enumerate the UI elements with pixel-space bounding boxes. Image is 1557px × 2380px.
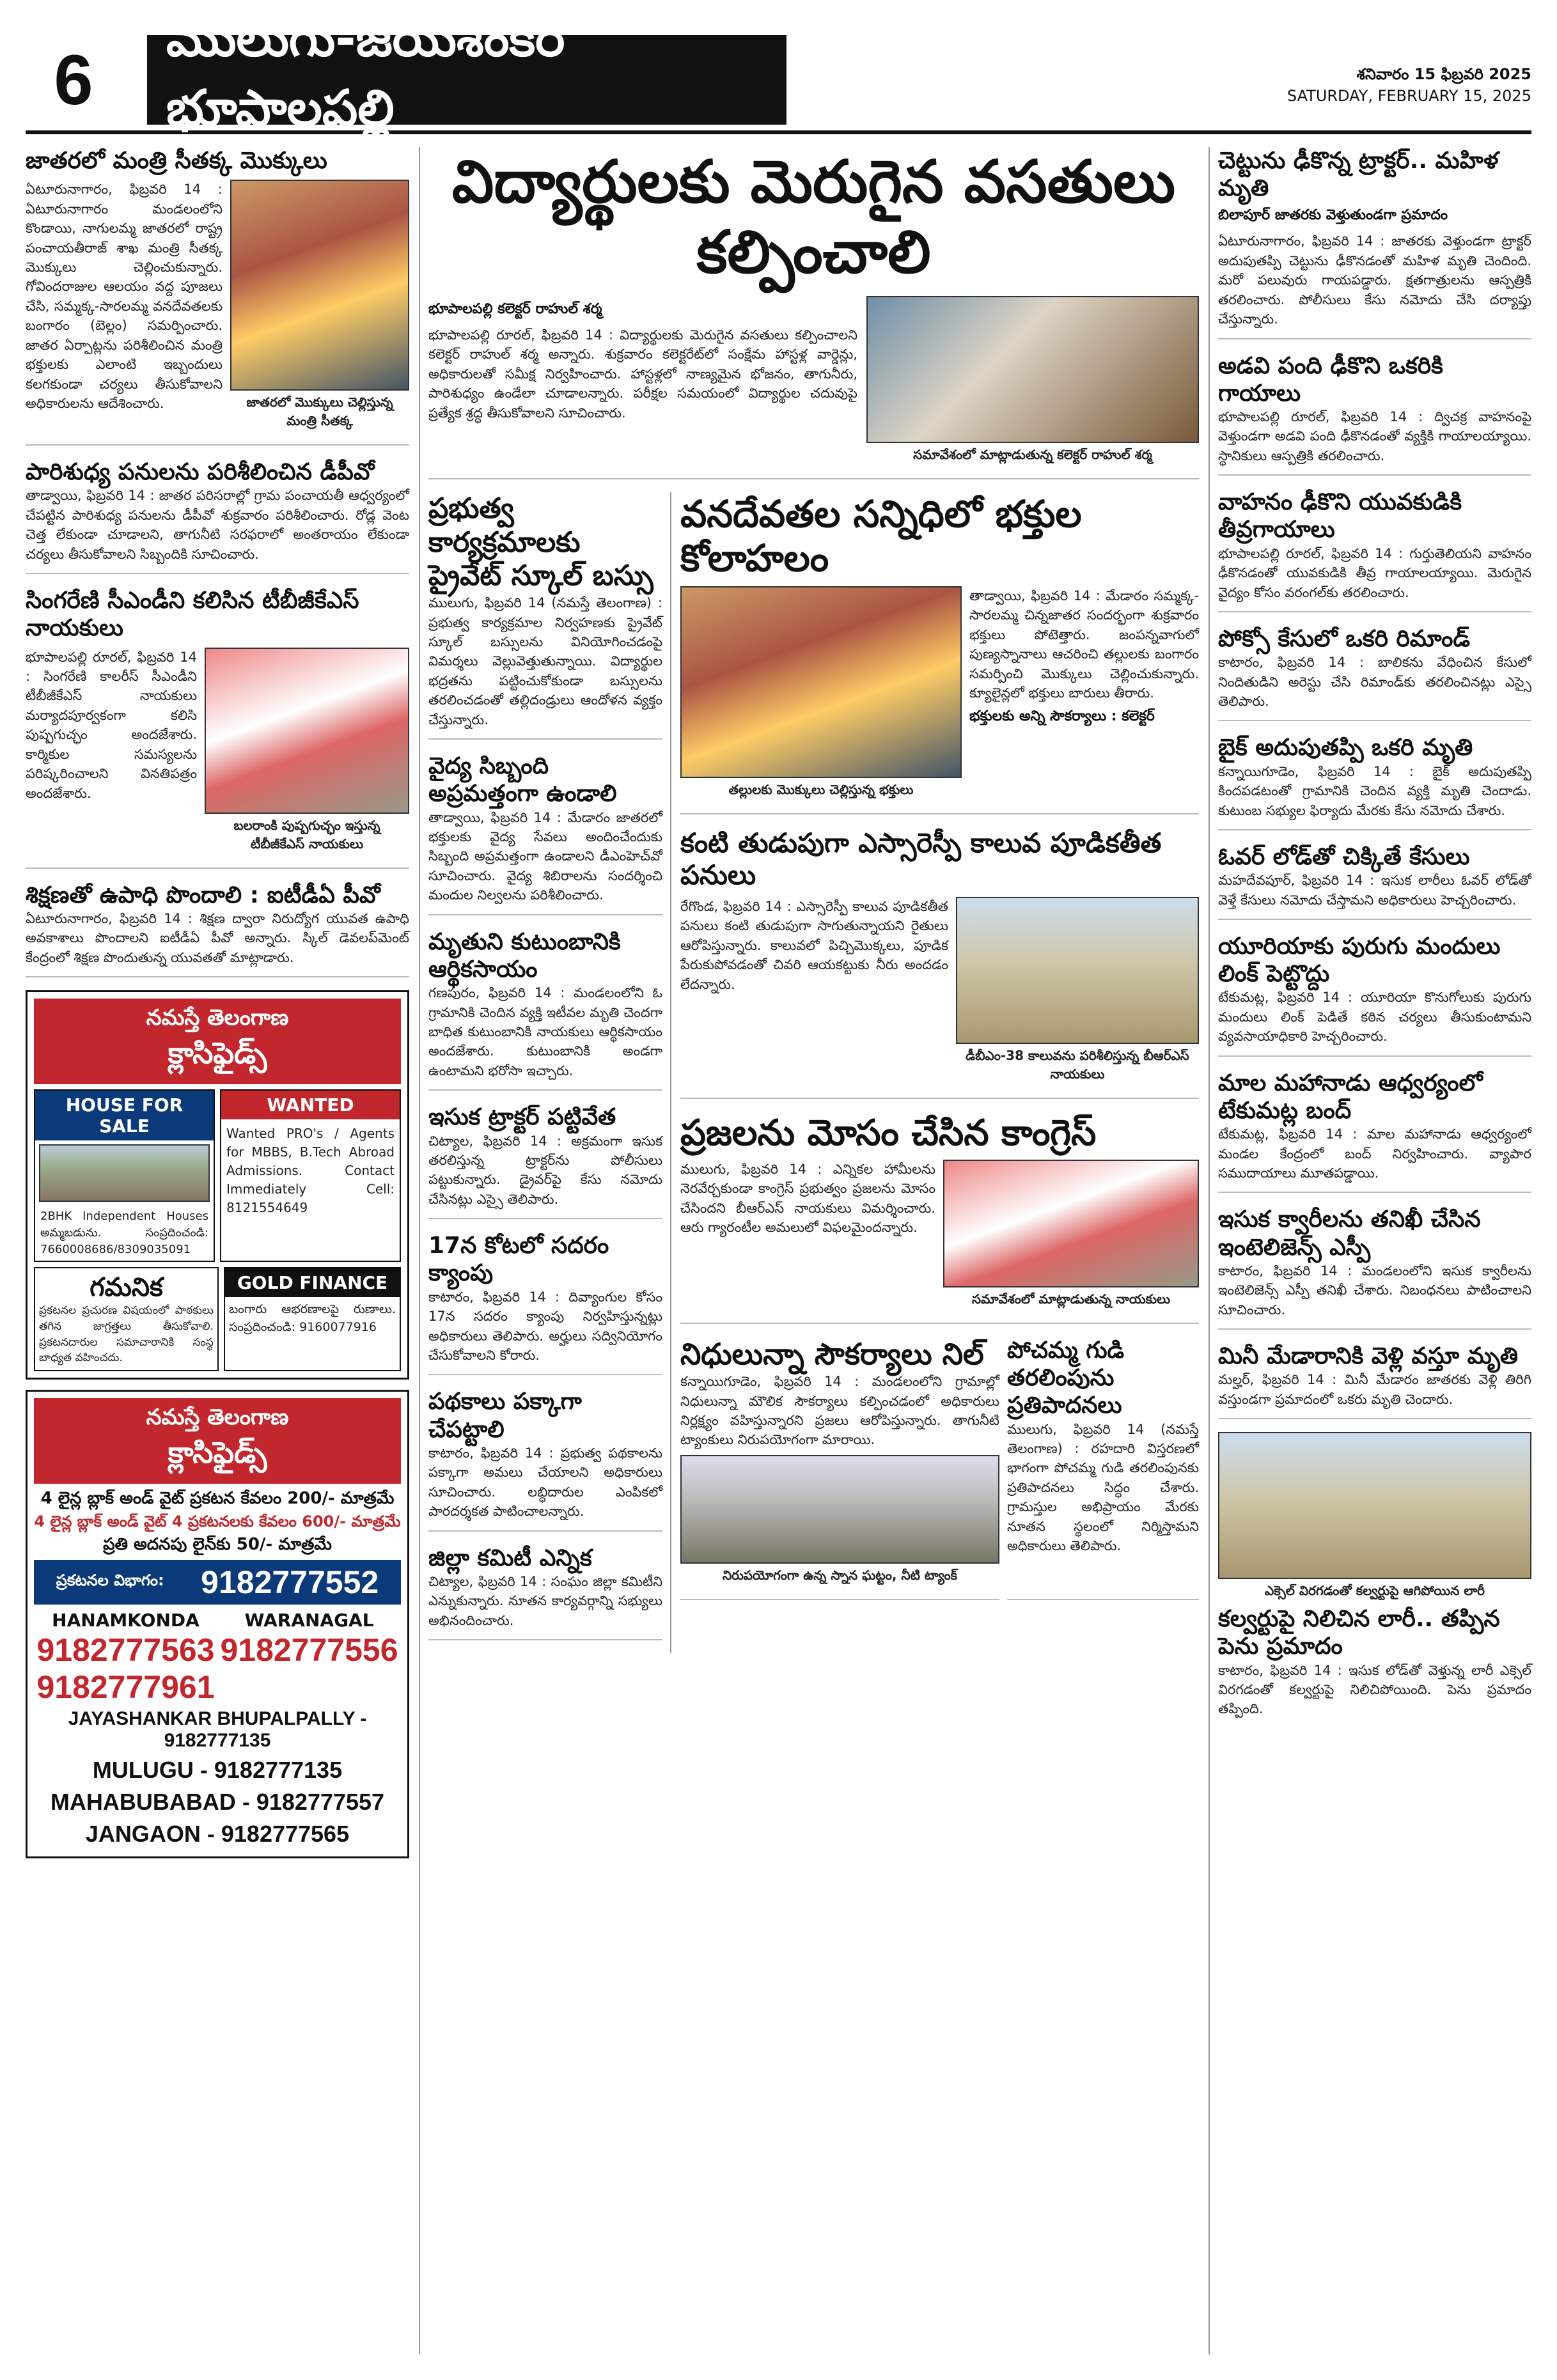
headline: యూరియాకు పురుగు మందులు లింక్ పెట్టొద్దు <box>1218 933 1501 988</box>
article <box>428 752 662 915</box>
article-photo <box>943 1160 1199 1287</box>
article <box>26 147 409 446</box>
wanted-ad-text: Wanted PRO's / Agents for MBBS, B.Tech Abroad Admissions. Contact Immediately Cell: 8121554649 <box>226 1126 395 1215</box>
wanted-label: WANTED <box>221 1091 400 1119</box>
date-english: SATURDAY, FEBRUARY 15, 2025 <box>1287 86 1531 105</box>
article-body: ములుగు, ఫిబ్రవరి 14 (నమస్తే తెలంగాణ) : రహదారి విస్తరణలో భాగంగా పోచమ్మ గుడి తరలింపునకు ప్రతిపాదనలు సిద్ధం చేశారు. గ్రామస్తుల అభిప్రాయం మేరకు నూతన స్థలంలో నిర్మిస్తామని అధికారులు తెలిపారు. <box>1007 1421 1199 1554</box>
center-stories <box>680 492 1199 1653</box>
headline: 17న కోటలో సదరం క్యాంపు <box>428 1233 609 1287</box>
article <box>680 1337 999 1600</box>
photo-caption: తల్లులకు మొక్కులు చెల్లిస్తున్న భక్తులు <box>728 781 914 797</box>
article <box>1007 1337 1199 1600</box>
city-phone: 9182777556 <box>220 1631 398 1668</box>
city-label: HANAMKONDA <box>52 1610 200 1631</box>
headline: బైక్ అదుపుతప్పి ఒకరి మృతి <box>1218 735 1473 761</box>
lead-byline: భూపాలపల్లి కలెక్టర్ రాహుల్ శర్మ <box>428 300 602 317</box>
photo-caption: నిరుపయోగంగా ఉన్న స్నాన ఘట్టం, నీటి ట్యాంక్ <box>722 1567 958 1583</box>
headline: వాహనం ఢీకొని యువకుడికి తీవ్రగాయాలు <box>1218 489 1462 543</box>
subheadline: బిలాపూర్ జాతరకు వెళ్తుతుండగా ప్రమాదం <box>1218 207 1448 224</box>
headline: పథకాలు పక్కాగా చేపట్టాలి <box>428 1388 582 1443</box>
article-body: చిట్యాల, ఫిబ్రవరి 14 : సంఘం జిల్లా కమిటీని ఎన్నుకున్నారు. నూతన కార్యవర్గాన్ని సభ్యులు అభినందించారు. <box>428 1573 662 1628</box>
headline: పోచమ్మ గుడి తరలింపును ప్రతిపాదనలు <box>1007 1337 1125 1419</box>
offer-line: 4 లైన్ల బ్లాక్ అండ్ వైట్ ప్రకటన కేవలం 200/- మాత్రమే <box>40 1488 395 1508</box>
article-body: రేగొండ, ఫిబ్రవరి 14 : ఎస్సారెస్పీ కాలువ పూడికతీత పనులు కంటి తుడుపుగా సాగుతున్నాయని రైతులు ఆరోపిస్తున్నారు. కాలువలో పిచ్చిమొక్కలు, పూడిక పేరుకుపోవడంతో చివరి ఆయకట్టుకు నీరు అందడం లేదన్నారు. <box>680 898 948 992</box>
city-phone: 9182777563 <box>36 1631 215 1668</box>
article-photo <box>956 897 1199 1044</box>
article-photo <box>680 586 962 778</box>
headline: వైద్య సిబ్బంది అప్రమత్తంగా ఉండాలి <box>428 753 617 807</box>
article-photo <box>1218 1432 1531 1579</box>
photo-caption: ఎక్సెల్ విరగడంతో కల్వర్టుపై ఆగిపోయిన లారీ <box>1264 1583 1485 1599</box>
ad-brand-name: నమస్తే తెలంగాణ <box>146 1404 289 1430</box>
article <box>26 587 409 868</box>
right-column <box>1218 147 1531 2354</box>
district-contact: MULUGU - 9182777135 <box>92 1756 343 1783</box>
article <box>428 1544 662 1641</box>
article <box>1218 1432 1531 1719</box>
lead-headline: విద్యార్థులకు మెరుగైన వసతులు కల్పించాలి <box>451 148 1176 287</box>
article-body: భూపాలపల్లి రూరల్, ఫిబ్రవరి 14 : సింగరేణి కాలరీస్ సీఎండీని టీబీజీకేఎస్ నాయకులు మర్యాదపూర్వకంగా కలిసి పుష్పగుచ్ఛం అందజేశారు. కార్మికుల సమస్యలను పరిష్కరించాలని వినతిపత్రం అందజేశారు. <box>26 649 197 801</box>
article <box>1218 933 1531 1057</box>
city-phone: 9182777961 <box>36 1668 215 1705</box>
article-body: భూపాలపల్లి రూరల్, ఫిబ్రవరి 14 : ద్విచక్ర వాహనంపై వెళ్తుండగా అడవి పంది ఢీకొనడంతో వ్యక్తికి గాయాలయ్యాయి. స్థానికులు ఆస్పత్రికి తరలించారు. <box>1218 408 1531 463</box>
article <box>26 882 409 978</box>
article-body: తాడ్వాయి, ఫిబ్రవరి 14 : జాతర పరిసరాల్లో గ్రామ పంచాయతీ ఆధ్వర్యంలో చేపట్టిన పారిశుధ్య పనులను డీపీవో శుక్రవారం పరిశీలించారు. రోడ్ల వెంట చెత్త లేకుండా చూడాలని, తాగునీటి సరఫరాలో అంతరాయం లేకుండా చర్యలు తీసుకోవాలని సిబ్బందికి సూచించారు. <box>26 488 409 562</box>
article-body: టేకుమట్ల, ఫిబ్రవరి 14 : మాల మహానాడు ఆధ్వర్యంలో మండల కేంద్రంలో బంద్ నిర్వహించారు. వ్యాపార సముదాయాలు మూతపడ్డాయి. <box>1218 1126 1531 1181</box>
column-rule <box>1209 147 1210 2354</box>
article <box>1218 1206 1531 1330</box>
notice-title: గమనిక <box>90 1273 163 1303</box>
headline: శిక్షణతో ఉపాధి పొందాలి : ఐటీడీఏ పీవో <box>26 882 380 908</box>
article-body: కన్నాయిగూడెం, ఫిబ్రవరి 14 : మండలంలోని గ్రామాల్లో నిధులున్నా మౌలిక సౌకర్యాలు కల్పించడంలో అధికారులు నిర్లక్ష్యం వహిస్తున్నారని ప్రజలు ఆరోపిస్తున్నారు. తాగునీటి ట్యాంకులు నిరుపయోగంగా మారాయి. <box>680 1374 999 1448</box>
article <box>428 1103 662 1219</box>
article-photo <box>205 648 409 814</box>
article <box>1218 734 1531 830</box>
article-body: ఏటూరునాగారం, ఫిబ్రవరి 14 : ఏటూరునాగారం మండలంలోని కొండాయి, నాగులమ్మ జాతరలో రాష్ట్ర పంచాయతీరాజ్ శాఖ మంత్రి సీతక్క మొక్కులు చెల్లించుకున్నారు. గోవిందరాజుల ఆలయం వద్ద పూజలు చేసి, సమ్మక్క-సారలమ్మ వనదేవతలకు బంగారం (బెల్లం) సమర్పించారు. జాతర ఏర్పాట్లను పరిశీలించిన మంత్రి భక్తులకు ఎలాంటి ఇబ్బందులు కలగకుండా చర్యలు తీసుకోవాలని అధికారులను ఆదేశించారు. <box>26 182 223 411</box>
page-title: ములుగు-జయశంకర్ భూపాలపల్లి <box>147 35 786 125</box>
article <box>1218 488 1531 612</box>
gold-finance-text: బంగారు ఆభరణాలపై రుణాలు. సంప్రదించండి: 9160077916 <box>229 1302 396 1334</box>
article-body: భూపాలపల్లి రూరల్, ఫిబ్రవరి 14 : గుర్తుతెలియని వాహనం ఢీకొనడంతో యువకుడికి తీవ్ర గాయాలయ్యాయి. మెరుగైన వైద్యం కోసం వరంగల్‌కు తరలించారు. <box>1218 545 1531 600</box>
article <box>680 827 1199 1099</box>
house-photo <box>39 1144 210 1202</box>
photo-caption: సమావేశంలో మాట్లాడుతున్న నాయకులు <box>971 1291 1171 1307</box>
article-body: కాటారం, ఫిబ్రవరి 14 : ఇసుక లోడ్‌తో వెళ్తున్న లారీ ఎక్సెల్ విరగడంతో కల్వర్టుపై నిలిచిపోయింది. పెను ప్రమాదం తప్పింది. <box>1218 1662 1531 1717</box>
article <box>428 492 662 740</box>
district-contact: JAYASHANKAR BHUPALPALLY - 9182777135 <box>68 1707 367 1751</box>
headline: ఓవర్ లోడ్‌తో చిక్కితే కేసులు <box>1218 843 1470 870</box>
headline: ప్రభుత్వ కార్యక్రమాలకు ప్రైవేట్ స్కూల్ బస్సు <box>428 492 653 593</box>
column-rule <box>419 147 420 2354</box>
headline: వనదేవతల సన్నిధిలో భక్తుల కోలాహలం <box>680 492 1082 580</box>
photo-caption: జాతరలో మొక్కులు చెల్లిస్తున్న మంత్రి సీతక్క <box>246 394 393 429</box>
house-ad-text: 2BHK Independent Houses అమ్మబడును. సంప్రదించండి: 7660008686/8309035091 <box>40 1209 208 1257</box>
article-body: గణపురం, ఫిబ్రవరి 14 : మండలంలోని ఓ గ్రామానికి చెందిన వ్యక్తి ఇటీవల మృతి చెందగా బాధిత కుటుంబానికి నాయకులు ఆర్థికసాయం అందజేశారు. కుటుంబానికి అండగా ఉంటామని భరోసా ఇచ్చారు. <box>428 985 662 1078</box>
article <box>1218 1342 1531 1419</box>
house-for-sale-label: HOUSE FOR SALE <box>35 1091 214 1140</box>
photo-caption: సమావేశంలో మాట్లాడుతున్న కలెక్టర్ రాహుల్ శర్మ <box>913 446 1152 462</box>
masthead <box>26 10 1531 137</box>
date-telugu: శనివారం 15 ఫిబ్రవరి 2025 <box>1356 65 1531 83</box>
article-body: ములుగు, ఫిబ్రవరి 14 : ఎన్నికల హామీలను నెరవేర్చకుండా కాంగ్రెస్ ప్రభుత్వం ప్రజలను మోసం చేసిందని బీఆర్ఎస్ నాయకులు విమర్శించారు. ఆరు గ్యారంటీల అమలులో విఫలమైందన్నారు. <box>680 1161 935 1236</box>
office-phone: 9182777552 <box>201 1564 379 1601</box>
article <box>680 1112 1199 1324</box>
classifieds-ad <box>26 990 409 1380</box>
ad-title: క్లాసిఫైడ్స్ <box>168 1036 267 1070</box>
headline: నిధులున్నా సౌకర్యాలు నిల్ <box>680 1336 984 1371</box>
article-body: కాటారం, ఫిబ్రవరి 14 : ప్రభుత్వ పథకాలను పక్కాగా అమలు చేయాలని అధికారులు సూచించారు. లబ్ధిదారుల ఎంపికలో పారదర్శకత పాటించాలన్నారు. <box>428 1445 662 1520</box>
headline: జిల్లా కమిటీ ఎన్నిక <box>428 1544 592 1571</box>
ad-brand <box>34 1398 401 1484</box>
lead-body: భూపాలపల్లి రూరల్, ఫిబ్రవరి 14 : విద్యార్థులకు మెరుగైన వసతులు కల్పించాలని కలెక్టర్ రాహుల్ శర్మ అన్నారు. శుక్రవారం కలెక్టరేట్‌లో సంక్షేమ హాస్టళ్ల వార్డెన్లు, అధికారులతో సమీక్ష నిర్వహించారు. హాస్టళ్లలో నాణ్యమైన భోజనం, తాగునీరు, పారిశుధ్యం ఉండేలా చూడాలన్నారు. పరీక్షల సమయంలో విద్యార్థుల చదువుపై ప్రత్యేక శ్రద్ధ తీసుకోవాలని సూచించారు. <box>428 327 857 421</box>
article <box>1218 352 1531 476</box>
article-body: టేకుమట్ల, ఫిబ్రవరి 14 : యూరియా కొనుగోలుకు పురుగు మందులు లింక్ పెడితే కఠిన చర్యలు తీసుకుంటామని వ్యవసాయాధికారి హెచ్చరించారు. <box>1218 990 1531 1045</box>
article <box>26 458 409 574</box>
offer-line: 4 లైన్ల బ్లాక్ అండ్ వైట్ 4 ప్రకటనలకు కేవలం 600/- మాత్రమే <box>34 1513 401 1531</box>
article-body: ములుగు, ఫిబ్రవరి 14 (నమస్తే తెలంగాణ) : ప్రభుత్వ కార్యక్రమాల నిర్వహణకు ప్రైవేట్ స్కూల్ బస్సులను వినియోగించడంపై విమర్శలు వెల్లువెత్తుతున్నాయి. విద్యార్థుల భద్రతను పట్టించుకోకుండా బస్సులను తరలించడంతో తల్లిదండ్రులు ఆందోళన వ్యక్తం చేస్తున్నారు. <box>428 595 662 727</box>
district-contact: JANGAON - 9182777565 <box>85 1820 350 1847</box>
article <box>1218 1069 1531 1194</box>
article-body: తాడ్వాయి, ఫిబ్రవరి 14 : మేడారం సమ్మక్క-సారలమ్మ చిన్నజాతర సందర్భంగా శుక్రవారం భక్తులు పోటెత్తారు. జంపన్నవాగులో పుణ్యస్నానాలు ఆచరించి తల్లులకు బంగారం సమర్పించి మొక్కులు చెల్లించుకున్నారు. క్యూలైన్లలో భక్తులు బారులు తీరారు. <box>969 587 1199 701</box>
headline: అడవి పంది ఢీకొని ఒకరికి గాయాలు <box>1218 352 1443 407</box>
headline: పోక్సో కేసులో ఒకరి రిమాండ్ <box>1218 625 1470 652</box>
headline: కంటి తుడుపుగా ఎస్సారెస్పీ కాలువ పూడికతీత పనులు <box>680 827 1162 891</box>
lead-photo <box>866 296 1199 443</box>
headline: మినీ మేడారానికి వెళ్లి వస్తూ మృతి <box>1218 1343 1519 1370</box>
article-body: కాటారం, ఫిబ్రవరి 14 : బాలికను వేధించిన కేసులో నిందితుడిని అరెస్టు చేసి రిమాండ్‌కు తరలించినట్లు ఎస్సై తెలిపారు. <box>1218 655 1531 709</box>
headline: ఇసుక ట్రాక్టర్ పట్టివేత <box>428 1104 616 1131</box>
office-label: ప్రకటనల విభాగం: <box>56 1571 164 1590</box>
lead-article <box>428 147 1199 479</box>
article-photo <box>680 1455 999 1564</box>
headline: జాతరలో మంత్రి సీతక్క మొక్కులు <box>26 148 327 174</box>
article-photo <box>230 180 409 391</box>
article <box>428 1388 662 1531</box>
district-contact: MAHABUBABAD - 9182777557 <box>50 1788 385 1815</box>
article-body: చిట్యాల, ఫిబ్రవరి 14 : అక్రమంగా ఇసుక తరలిస్తున్న ట్రాక్టర్‌ను పోలీసులు పట్టుకున్నారు. డ్రైవర్‌పై కేసు నమోదు చేసినట్లు ఎస్సై తెలిపారు. <box>428 1133 662 1207</box>
article <box>1218 843 1531 920</box>
article <box>680 492 1199 814</box>
mid-column <box>428 492 671 1653</box>
offer-line: ప్రతి అదనపు లైన్‌కు 50/- మాత్రమే <box>103 1534 332 1554</box>
article <box>1218 147 1531 339</box>
subheadline: భక్తులకు అన్ని సౌకర్యాలు : కలెక్టర్ <box>969 708 1155 724</box>
ad-brand-name: నమస్తే తెలంగాణ <box>146 1005 289 1031</box>
headline: పారిశుధ్య పనులను పరిశీలించిన డీపీవో <box>26 459 375 486</box>
notice-text: ప్రకటనల ప్రచురణ విషయంలో పాఠకులు తగిన జాగ్రత్తలు తీసుకోవాలి. ప్రకటనదారుల సమాచారానికి సంస్థ బాధ్యత వహించదు. <box>39 1304 214 1365</box>
article-body: కాటారం, ఫిబ్రవరి 14 : దివ్యాంగుల కోసం 17న సదరం క్యాంపు నిర్వహిస్తున్నట్లు అధికారులు తెలిపారు. అర్హులు సద్వినియోగం చేసుకోవాలని కోరారు. <box>428 1289 662 1363</box>
article-body: కన్నాయిగూడెం, ఫిబ్రవరి 14 : బైక్ అదుపుతప్పి కిందపడటంతో గ్రామానికి చెందిన వ్యక్తి మృతి చెందాడు. కుటుంబ సభ్యుల ఫిర్యాదు మేరకు కేసు నమోదు చేశారు. <box>1218 763 1531 818</box>
article <box>428 1232 662 1375</box>
headline: కల్వర్టుపై నిలిచిన లారీ.. తప్పిన పెను ప్రమాదం <box>1218 1606 1500 1660</box>
article-body: తాడ్వాయి, ఫిబ్రవరి 14 : మేడారం జాతరలో భక్తులకు వైద్య సేవలు అందించేందుకు సిబ్బంది అప్రమత్తంగా ఉండాలని డీఎంహెచ్‌వో సూచించారు. వైద్య శిబిరాలను సందర్శించి మందుల నిల్వలను పరిశీలించారు. <box>428 809 662 903</box>
city-label: WARANAGAL <box>244 1610 374 1631</box>
article-body: మల్హర్, ఫిబ్రవరి 14 : మినీ మేడారం జాతరకు వెళ్లి తిరిగి వస్తుండగా ప్రమాదంలో ఒకరు మృతి చెందారు. <box>1218 1372 1531 1407</box>
article <box>428 928 662 1091</box>
article-body: మహదేవపూర్, ఫిబ్రవరి 14 : ఇసుక లారీలు ఓవర్ లోడ్‌తో వెళ్తే కేసులు నమోదు చేస్తామని అధికారులు హెచ్చరించారు. <box>1218 873 1531 908</box>
page-number: 6 <box>54 40 93 120</box>
headline: ఇసుక క్వారీలను తనిఖీ చేసిన ఇంటెలిజెన్స్ ఎస్పీ <box>1218 1206 1481 1261</box>
ad-title: క్లాసిఫైడ్స్ <box>168 1435 267 1470</box>
ad-brand <box>34 999 401 1084</box>
dateline <box>1287 64 1531 107</box>
article-body: ఏటూరునాగారం, ఫిబ్రవరి 14 : శిక్షణ ద్వారా నిరుద్యోగ యువత ఉపాధి అవకాశాలు పొందాలని ఐటీడీఏ పీవో అన్నారు. స్కిల్ డెవలప్‌మెంట్ కేంద్రంలో శిక్షణ పొందుతున్న యువతతో మాట్లాడారు. <box>26 910 409 965</box>
photo-caption: బలరాంకి పుష్పగుచ్ఛం ఇస్తున్న టీబీజీకేఎస్ నాయకులు <box>233 817 380 852</box>
article-body: కాటారం, ఫిబ్రవరి 14 : మండలంలోని ఇసుక క్వారీలను ఇంటెలిజెన్స్ ఎస్పీ తనిఖీ చేశారు. నిబంధనలు పాటించాలని సూచించారు. <box>1218 1263 1531 1318</box>
headline: ప్రజలను మోసం చేసిన కాంగ్రెస్ <box>680 1112 1097 1154</box>
classifieds-rates-ad <box>26 1390 409 1858</box>
article <box>1218 625 1531 722</box>
left-column <box>26 147 409 2354</box>
headline: చెట్టును ఢీకొన్న ట్రాక్టర్.. మహిళ మృతి <box>1218 148 1499 202</box>
headline: సింగరేణి సీఎండీని కలిసిన టీబీజీకేఎస్ నాయకులు <box>26 587 359 642</box>
headline: మృతుని కుటుంబానికి ఆర్థికసాయం <box>428 928 621 983</box>
article-body: ఏటూరునాగారం, ఫిబ్రవరి 14 : జాతరకు వెళ్తుండగా ట్రాక్టర్ అదుపుతప్పి చెట్టును ఢీకొనడంతో మహిళ మృతి చెందింది. మరో పలువురు గాయపడ్డారు. క్షతగాత్రులను ఆస్పత్రికి తరలించారు. పోలీసులు కేసు నమోదు చేసి దర్యాప్తు చేస్తున్నారు. <box>1218 233 1531 327</box>
photo-caption: డీబీఎం-38 కాలువను పరిశీలిస్తున్న బీఆర్ఎస్ నాయకులు <box>966 1047 1189 1082</box>
center-column <box>428 147 1199 2354</box>
headline: మాల మహానాడు ఆధ్వర్యంలో టేకుమట్ల బంద్ <box>1218 1069 1483 1124</box>
gold-finance-label: GOLD FINANCE <box>225 1268 400 1297</box>
